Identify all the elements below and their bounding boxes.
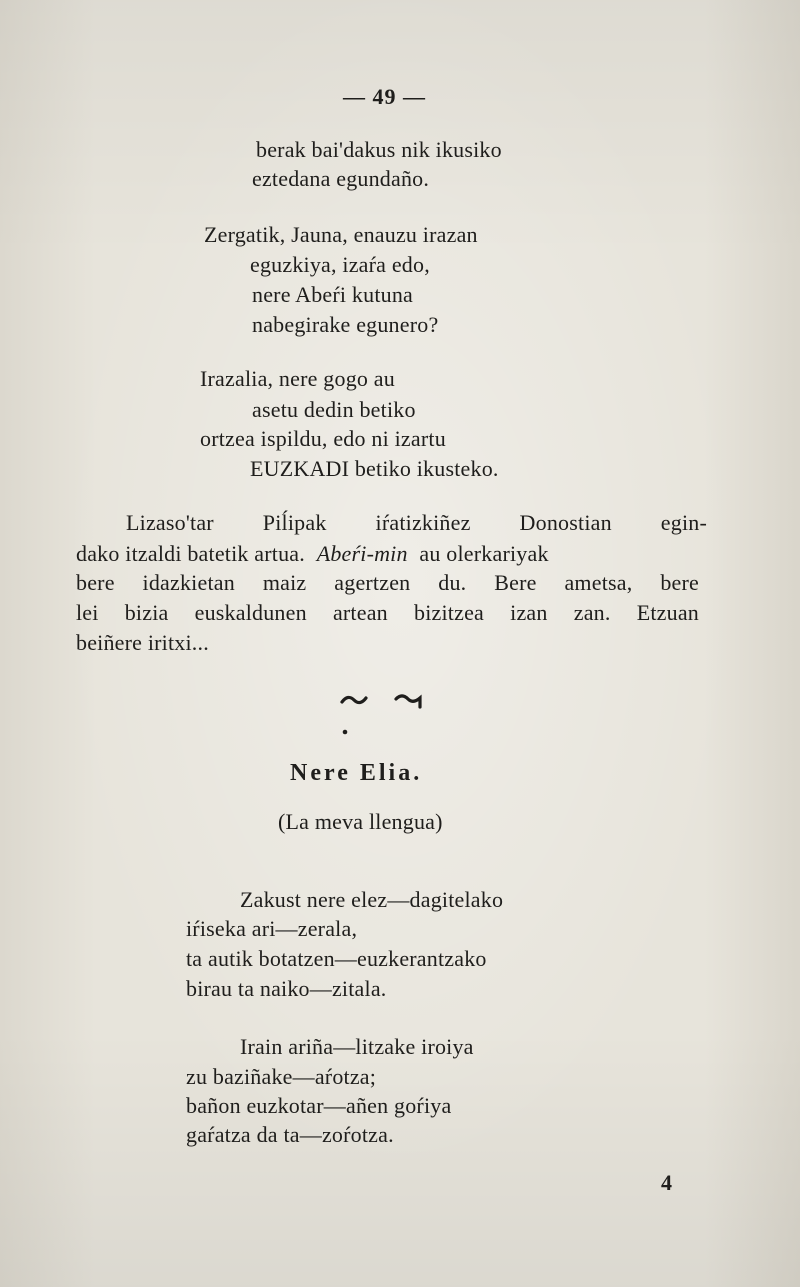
poem-line: EUZKADI betiko ikusteko. [250,456,499,481]
poem-line: berak bai'dakus nik ikusiko [256,137,502,162]
signature-mark: 4 [661,1170,673,1195]
poem-line: ta autik botatzen—euzkerantzako [186,946,487,971]
poem-line: zu baziñake—aŕotza; [186,1064,377,1089]
poem-line: ortzea ispildu, edo ni izartu [200,426,446,451]
poem-line: eztedana egundaño. [252,166,430,191]
note-line: Lizaso'tar Piĺipak iŕatizkiñez Donostian egin- [126,510,707,535]
poem-line: iŕiseka ari—zerala, [186,916,358,941]
note-emphasis: Abeŕi-min [316,541,408,566]
page-number: — 49 — [343,84,426,109]
poem-line: Irazalia, nere gogo au [200,366,395,391]
poem-line: Zergatik, Jauna, enauzu irazan [204,222,478,247]
note-line-mixed [76,543,549,565]
note-text: dako itzaldi batetik artua. [76,541,305,566]
poem-line: Irain ariña—litzake iroiya [240,1034,474,1059]
poem-title: Nere Elia. [290,760,423,786]
poem-line: gaŕatza da ta—zoŕotza. [186,1122,394,1147]
poem-line: Zakust nere elez—dagitelako [240,887,504,912]
note-line: bere idazkietan maiz agertzen du. Bere ametsa, bere [76,570,699,595]
poem-line: bañon euzkotar—añen goŕiya [186,1093,452,1118]
poem-line: nabegirake egunero? [252,312,439,337]
poem-line: asetu dedin betiko [252,397,416,422]
ornament-icon [340,690,430,740]
poem-line: birau ta naiko—zitala. [186,976,387,1001]
poem-line: nere Abeŕi kutuna [252,282,414,307]
note-line: lei bizia euskaldunen artean bizitzea izan zan. Etzuan [76,600,699,625]
note-text: au olerkariyak [419,541,549,566]
note-line: beiñere iritxi... [76,630,209,655]
poem-subtitle: (La meva llengua) [278,809,443,834]
poem-line: eguzkiya, izaŕa edo, [250,252,430,277]
